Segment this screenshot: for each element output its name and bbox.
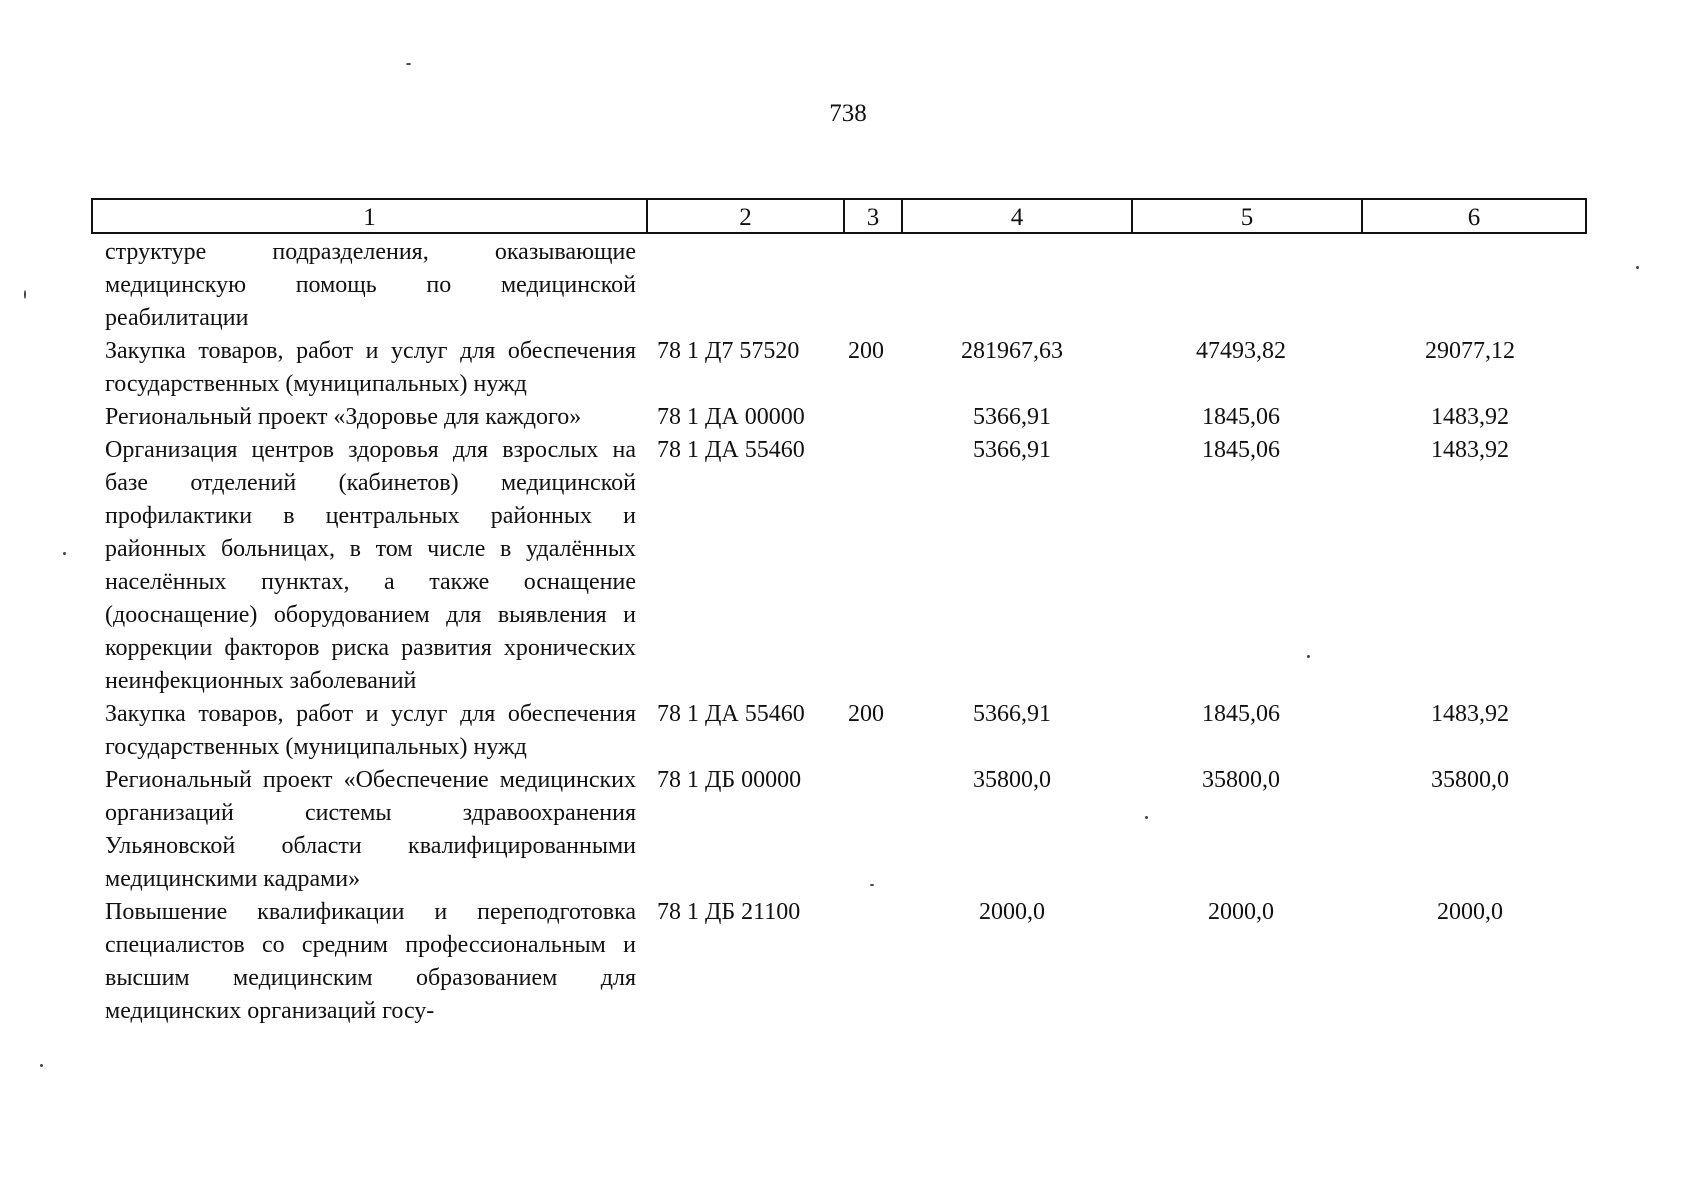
scan-speck [1636,266,1639,269]
table-row [0,698,1696,764]
table-row [0,896,1696,1028]
row-value-6: 35800,0 [1431,767,1509,793]
column-header-3: 3 [845,200,903,232]
scan-speck [870,884,874,886]
column-header-6: 6 [1467,204,1481,231]
row-description: Региональный проект «Обеспечение медицинских организаций системы здравоохранения Ульяновской области квалифицированными медицинскими кадрами» [105,767,636,892]
row-value-5: 2000,0 [1208,899,1274,925]
scan-speck [63,552,66,555]
column-header-5: 5 [1133,200,1363,232]
table-row [0,401,1696,434]
table-body [0,236,1696,1028]
row-code: 78 1 ДА 00000 [657,404,805,430]
row-value-5: 1845,06 [1202,701,1280,727]
row-value-4: 281967,63 [961,338,1063,364]
row-value-4: 5366,91 [973,437,1051,463]
row-description: структуре подразделения, оказывающие медицинскую помощь по медицинской реабилитации [105,239,636,331]
row-description: Повышение квалификации и переподготовка специалистов со средним профессиональным и высшим медицинским образованием для медицинских организаций госу- [105,899,636,1024]
row-value-6: 1483,92 [1431,701,1509,727]
row-description: Закупка товаров, работ и услуг для обеспечения государственных (муниципальных) нужд [105,701,636,760]
row-value-6: 1483,92 [1431,404,1509,430]
scan-speck [24,290,26,299]
column-header-4: 4 [903,200,1133,232]
row-description: Организация центров здоровья для взрослых на базе отделений (кабинетов) медицинской профилактики в центральных районных и районных больницах, в том числе в удалённых населённых пунктах, а также оснащение (дооснащение) оборудованием для выявления и коррекции факторов риска развития хронических неинфекционных заболеваний [105,437,636,694]
column-header-1: 1 [93,200,648,232]
row-code: 78 1 Д7 57520 [657,338,800,364]
row-value-5: 35800,0 [1202,767,1280,793]
table-row [0,335,1696,401]
row-value-6: 1483,92 [1431,437,1509,463]
row-expense-type: 200 [848,338,884,364]
row-value-6: 29077,12 [1425,338,1515,364]
row-value-5: 1845,06 [1202,404,1280,430]
row-code: 78 1 ДБ 00000 [657,767,802,793]
scan-speck [1307,655,1310,658]
row-code: 78 1 ДА 55460 [657,437,805,463]
row-value-4: 5366,91 [973,404,1051,430]
row-value-4: 5366,91 [973,701,1051,727]
row-code: 78 1 ДБ 21100 [657,899,801,925]
column-header-2: 2 [648,200,845,232]
table-row [0,236,1696,335]
table-header [91,198,1587,234]
scan-speck [1145,816,1148,819]
row-description: Закупка товаров, работ и услуг для обеспечения государственных (муниципальных) нужд [105,338,636,397]
row-value-5: 47493,82 [1196,338,1286,364]
row-code: 78 1 ДА 55460 [657,701,805,727]
row-value-6: 2000,0 [1437,899,1503,925]
scan-speck [40,1064,43,1067]
table-row [0,434,1696,698]
page-number: 738 [829,100,867,127]
row-expense-type: 200 [848,701,884,727]
scan-speck [406,63,411,65]
row-value-4: 2000,0 [979,899,1045,925]
row-value-4: 35800,0 [973,767,1051,793]
table-row [0,764,1696,896]
row-value-5: 1845,06 [1202,437,1280,463]
row-description: Региональный проект «Здоровье для каждого» [105,404,582,430]
